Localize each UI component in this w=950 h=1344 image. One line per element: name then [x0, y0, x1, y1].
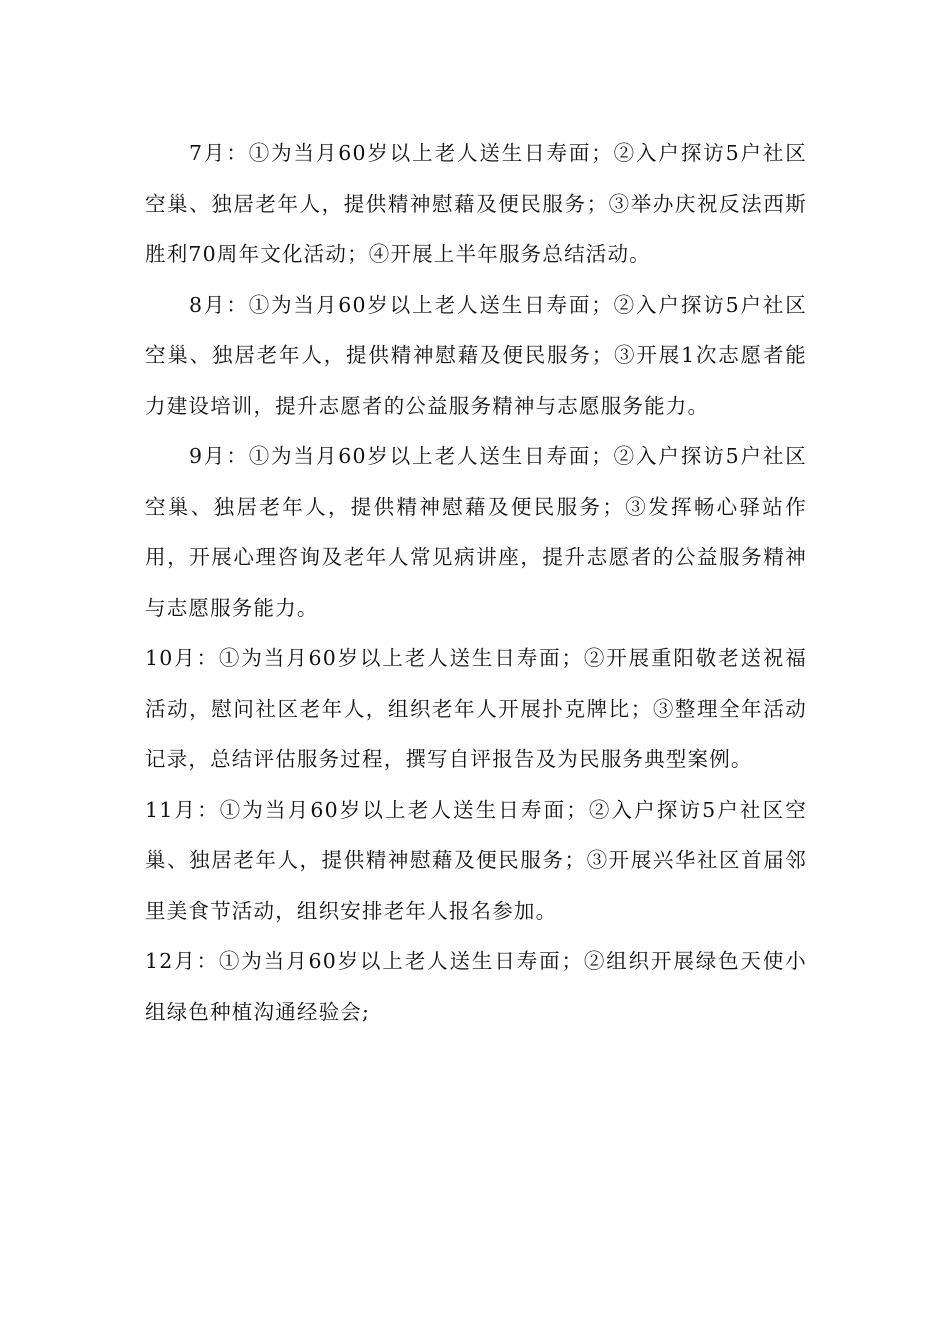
paragraph-august: 8月：①为当月60岁以上老人送生日寿面；②入户探访5户社区空巢、独居老年人，提供精神慰藉及便民服务；③开展1次志愿者能力建设培训，提升志愿者的公益服务精神与志愿服务能力。 — [145, 292, 807, 418]
paragraph-october: 10月：①为当月60岁以上老人送生日寿面；②开展重阳敬老送祝福活动，慰问社区老年人，组织老年人开展扑克牌比；③整理全年活动记录，总结评估服务过程，撰写自评报告及为民服务典型案例。 — [145, 646, 807, 771]
paragraph-november: 11月：①为当月60岁以上老人送生日寿面；②入户探访5户社区空巢、独居老年人，提供精神慰藉及便民服务；③开展兴华社区首届邻里美食节活动，组织安排老年人报名参加。 — [145, 797, 807, 923]
paragraph-july: 7月：①为当月60岁以上老人送生日寿面；②入户探访5户社区空巢、独居老年人，提供精神慰藉及便民服务；③举办庆祝反法西斯胜利70周年文化活动；④开展上半年服务总结活动。 — [145, 141, 807, 266]
paragraph-september: 9月：①为当月60岁以上老人送生日寿面；②入户探访5户社区空巢、独居老年人，提供精神慰藉及便民服务；③发挥畅心驿站作用，开展心理咨询及老年人常见病讲座，提升志愿者的公益服务精神与志愿服务能力。 — [145, 444, 807, 620]
document-body — [145, 128, 807, 1037]
paragraph-december: 12月：①为当月60岁以上老人送生日寿面；②组织开展绿色天使小组绿色种植沟通经验会; — [145, 949, 807, 1024]
